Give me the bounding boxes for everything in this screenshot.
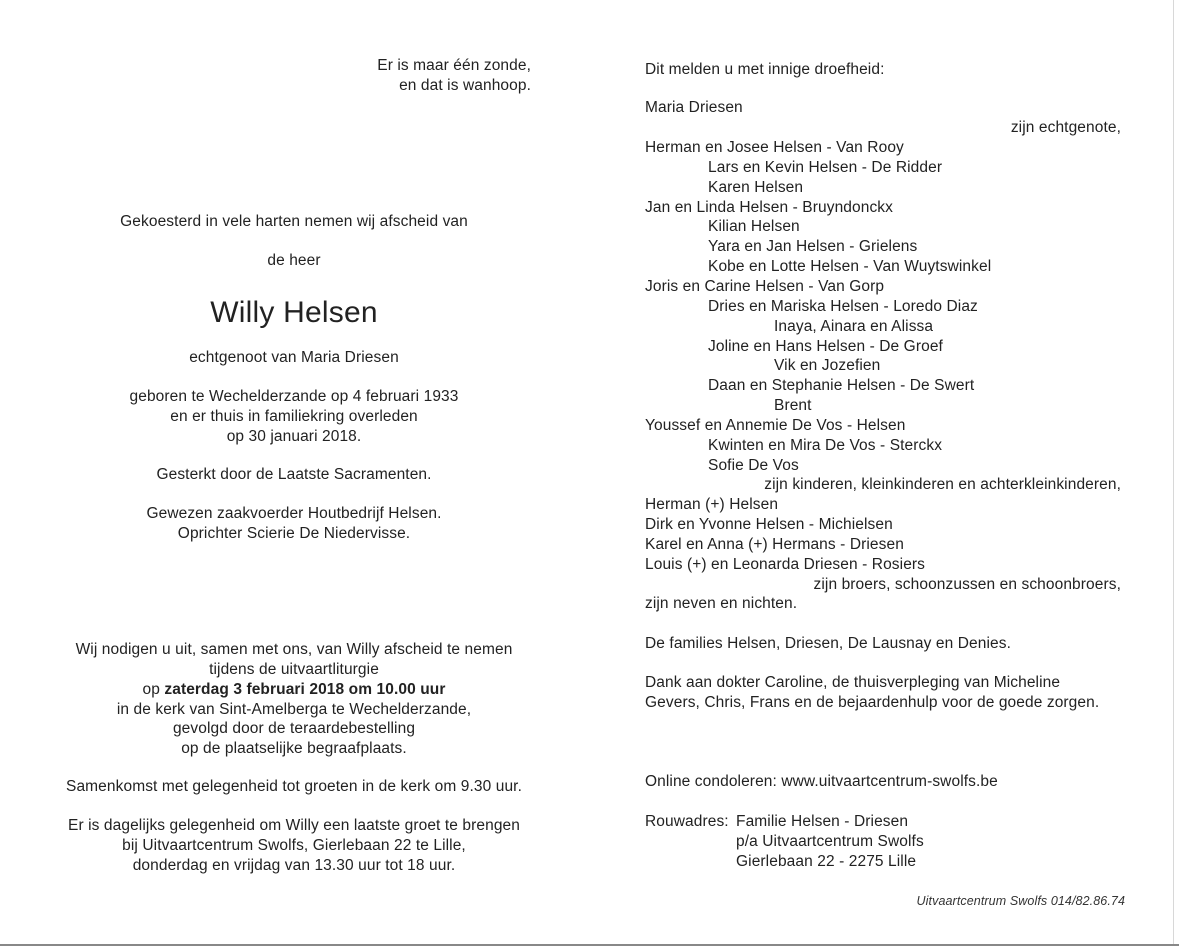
deceased-name: Willy Helsen [210, 296, 378, 329]
spouse-line: echtgenoot van Maria Driesen [189, 349, 399, 366]
family-line: Lars en Kevin Helsen - De Ridder [708, 158, 943, 176]
ceremony-date-prefix: op [142, 681, 165, 698]
visit-line-3: donderdag en vrijdag van 13.30 uur tot 18 uur. [132, 857, 456, 874]
family-line: Daan en Stephanie Helsen - De Swert [708, 377, 975, 395]
family-line: Kwinten en Mira De Vos - Sterckx [708, 436, 943, 454]
family-line: Karen Helsen [708, 178, 804, 196]
announce-line: Dit melden u met innige droefheid: [645, 61, 885, 78]
family-line: Joris en Carine Helsen - Van Gorp [645, 277, 885, 295]
online-condolence: Online condoleren: www.uitvaartcentrum-swolfs.be [645, 773, 998, 790]
address-label: Rouwadres: [645, 813, 729, 830]
invite-line-2: tijdens de uitvaartliturgie [209, 661, 379, 678]
birth-line-2: en er thuis in familiekring overleden [170, 408, 418, 425]
address-line-3: Gierlebaan 22 - 2275 Lille [736, 853, 917, 870]
family-line: Sofie De Vos [708, 456, 799, 474]
invite-line-4: in de kerk van Sint-Amelberga te Wechelderzande, [116, 701, 472, 718]
family-line: Yara en Jan Helsen - Grielens [708, 238, 918, 256]
children-role: zijn kinderen, kleinkinderen en achterkleinkinderen, [764, 476, 1121, 493]
invite-line-5: gevolgd door de teraardebestelling [172, 720, 416, 737]
siblings-role: zijn broers, schoonzussen en schoonbroers, [813, 576, 1121, 593]
career-line-1: Gewezen zaakvoerder Houtbedrijf Helsen. [146, 505, 442, 522]
bottom-rule [0, 944, 1179, 946]
footer-funeral-home: Uitvaartcentrum Swolfs 014/82.86.74 [916, 894, 1125, 908]
visit-line-1: Er is dagelijks gelegenheid om Willy een laatste groet te brengen [68, 817, 520, 834]
family-line: Vik en Jozefien [774, 357, 881, 375]
thanks-line-1: Dank aan dokter Caroline, de thuisverpleging van Micheline [645, 674, 1061, 691]
death-date: op 30 januari 2018. [226, 428, 362, 445]
family-line: Joline en Hans Helsen - De Groef [708, 337, 943, 355]
family-line: Inaya, Ainara en Alissa [774, 317, 934, 335]
quote-line-2: en dat is wanhoop. [399, 77, 531, 94]
family-line: Herman en Josee Helsen - Van Rooy [645, 139, 904, 156]
family-line: Brent [774, 397, 812, 415]
sacraments-line: Gesterkt door de Laatste Sacramenten. [156, 466, 432, 483]
family-line: Dries en Mariska Helsen - Loredo Diaz [708, 297, 978, 315]
invite-line-6: op de plaatselijke begraafplaats. [181, 740, 407, 757]
cousins-line: zijn neven en nichten. [645, 595, 798, 612]
visit-line-2: bij Uitvaartcentrum Swolfs, Gierlebaan 22 te Lille, [122, 837, 466, 854]
gathering-line: Samenkomst met gelegenheid tot groeten in de kerk om 9.30 uur. [66, 778, 522, 795]
wife-role: zijn echtgenote, [1010, 119, 1121, 136]
families-line: De families Helsen, Driesen, De Lausnay en Denies. [645, 635, 1011, 652]
ceremony-date-bold: zaterdag 3 februari 2018 om 10.00 uur [164, 681, 446, 698]
wife-name: Maria Driesen [645, 99, 743, 116]
sibling-2: Dirk en Yvonne Helsen - Michielsen [645, 516, 893, 533]
honorific: de heer [267, 252, 321, 269]
invite-line-1: Wij nodigen u uit, samen met ons, van Willy afscheid te nemen [75, 641, 513, 658]
family-line: Youssef en Annemie De Vos - Helsen [645, 416, 906, 434]
sibling-3: Karel en Anna (+) Hermans - Driesen [645, 536, 904, 553]
address-line-2: p/a Uitvaartcentrum Swolfs [736, 833, 924, 850]
intro-text: Gekoesterd in vele harten nemen wij afscheid van [120, 213, 468, 230]
sibling-4: Louis (+) en Leonarda Driesen - Rosiers [645, 556, 926, 573]
family-line: Kilian Helsen [708, 218, 800, 236]
birth-line-1: geboren te Wechelderzande op 4 februari 1933 [129, 388, 459, 405]
ceremony-date [143, 680, 446, 700]
quote-line-1: Er is maar één zonde, [377, 57, 531, 74]
page-edge [1173, 0, 1174, 944]
career-line-2: Oprichter Scierie De Niedervisse. [177, 525, 411, 542]
address-line-1: Familie Helsen - Driesen [736, 813, 909, 830]
family-line: Jan en Linda Helsen - Bruyndonckx [645, 198, 893, 216]
family-line: Kobe en Lotte Helsen - Van Wuytswinkel [708, 258, 992, 276]
thanks-line-2: Gevers, Chris, Frans en de bejaardenhulp voor de goede zorgen. [645, 694, 1100, 711]
sibling-1: Herman (+) Helsen [645, 496, 779, 513]
